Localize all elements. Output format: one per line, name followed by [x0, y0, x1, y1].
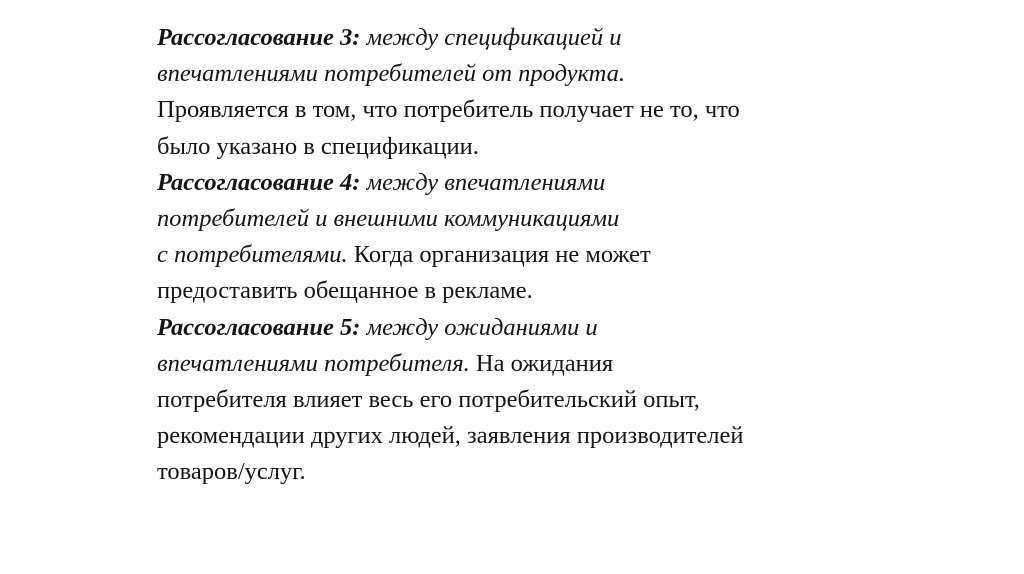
text-line — [157, 237, 897, 273]
mismatch-4-section — [157, 165, 897, 310]
text-line — [157, 129, 897, 165]
italic-phrase: впечатлениями потребителя. — [157, 349, 470, 377]
text-line — [157, 418, 897, 454]
text-line — [157, 346, 897, 382]
text-line — [157, 165, 897, 201]
mismatch-3-section — [157, 20, 897, 165]
mismatch-5-section — [157, 310, 897, 491]
mismatch-4-heading: Рассогласование 4: — [157, 168, 361, 196]
plain-text: Проявляется в том, что потребитель получает не то, что — [157, 96, 740, 124]
text-line — [157, 273, 897, 309]
text-line — [157, 454, 897, 490]
plain-text: рекомендации других людей, заявления производителей — [157, 422, 744, 450]
italic-phrase: потребителей и внешними коммуникациями — [157, 205, 620, 233]
plain-text: Когда организация не может — [347, 241, 651, 269]
mismatch-5-heading: Рассогласование 5: — [157, 313, 361, 341]
text-line — [157, 20, 897, 56]
slide-text — [157, 20, 897, 491]
text-line — [157, 201, 897, 237]
text-line — [157, 56, 897, 92]
italic-phrase: между ожиданиями и — [360, 313, 598, 341]
plain-text: потребителя влияет весь его потребительский опыт, — [157, 386, 700, 414]
mismatch-3-heading: Рассогласование 3: — [157, 24, 361, 51]
italic-phrase: с потребителями. — [157, 241, 348, 269]
italic-phrase: впечатлениями потребителей от продукта. — [157, 60, 626, 88]
text-line — [157, 382, 897, 418]
italic-phrase: между спецификацией и — [360, 24, 622, 51]
plain-text: было указано в спецификации. — [157, 132, 479, 160]
text-line — [157, 92, 897, 128]
plain-text: товаров/услуг. — [157, 458, 306, 486]
text-line — [157, 310, 897, 346]
italic-phrase: между впечатлениями — [360, 168, 606, 196]
plain-text: На ожидания — [469, 349, 614, 377]
plain-text: предоставить обещанное в рекламе. — [157, 277, 533, 305]
